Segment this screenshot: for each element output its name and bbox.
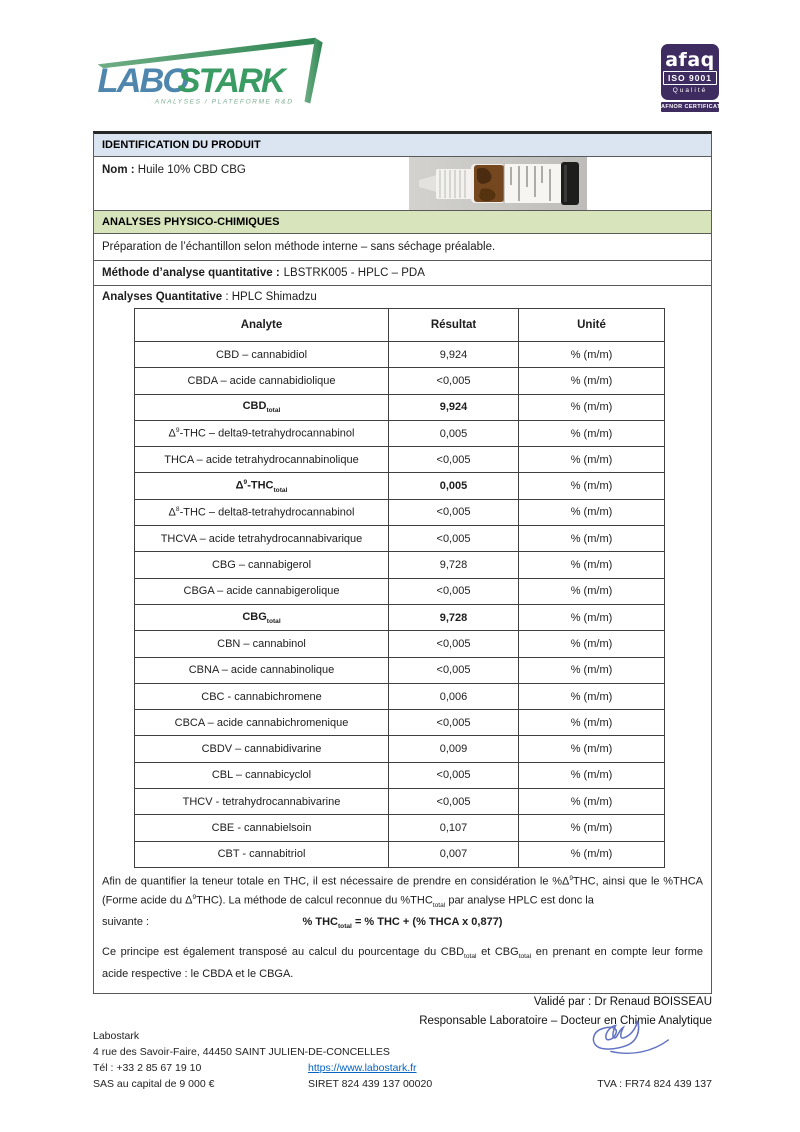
- cell-result: 0,009: [389, 736, 519, 762]
- cell-unit: % (m/m): [519, 789, 665, 815]
- cell-result: 9,728: [389, 604, 519, 630]
- cell-unit: % (m/m): [519, 368, 665, 394]
- acid-forms-note: Ce principe est également transposé au calcul du pourcentage du $CBD_{total}$ et $CBG_{total}$ en prenant en compte leur forme acide respective : le CBDA et le CBGA.: [102, 946, 703, 981]
- cell-result: <0,005: [389, 710, 519, 736]
- quantitative-label: Analyses Quantitative: [102, 291, 223, 303]
- cell-unit: % (m/m): [519, 762, 665, 788]
- table-row: [135, 526, 665, 552]
- table-row: [135, 815, 665, 841]
- cell-result: 9,924: [389, 342, 519, 368]
- website-link[interactable]: https://www.labostark.fr: [308, 1062, 417, 1074]
- cell-analyte: CBG – cannabigerol: [135, 552, 389, 578]
- analysis-table: [134, 308, 665, 868]
- footer-siret: SIRET 824 439 137 00020: [308, 1078, 433, 1090]
- cell-analyte: CBDV – cannabidivarine: [135, 736, 389, 762]
- cell-unit: % (m/m): [519, 552, 665, 578]
- thc-total-note: Afin de quantifier la teneur totale en THC, il est nécessaire de prendre en considération le $\%\Delta^9THC$, ainsi que le %THCA (Forme acide du $\Delta^9THC$). La méthode de calcul reconnue du $\%THC_{total}$ par analyse HPLC est donc la: [102, 874, 703, 909]
- cell-analyte: CBE - cannabielsoin: [135, 815, 389, 841]
- cell-unit: % (m/m): [519, 631, 665, 657]
- table-row: [135, 447, 665, 473]
- cell-analyte: CBGA – acide cannabigerolique: [135, 578, 389, 604]
- cell-analyte: CBC - cannabichromene: [135, 683, 389, 709]
- cell-analyte: $CBD_{total}$: [135, 394, 389, 420]
- table-row: [135, 683, 665, 709]
- afnor-certification-label: AFNOR CERTIFICATION: [661, 104, 732, 110]
- cell-unit: % (m/m): [519, 841, 665, 867]
- product-name: [94, 157, 711, 183]
- product-name-value: Huile 10% CBD CBG: [137, 164, 246, 176]
- cell-analyte: $CBG_{total}$: [135, 604, 389, 630]
- cell-unit: % (m/m): [519, 499, 665, 525]
- report-document: [93, 131, 712, 994]
- cell-unit: % (m/m): [519, 683, 665, 709]
- product-name-row: [94, 157, 711, 211]
- iso-9001-label: ISO 9001: [663, 71, 717, 85]
- section-analyses-header: [94, 211, 711, 234]
- validator-role: Responsable Laboratoire – Docteur en Chimie Analytique: [419, 1015, 712, 1027]
- product-name-label: Nom :: [102, 164, 135, 176]
- footer-capital: SAS au capital de 9 000 €: [93, 1078, 215, 1090]
- cell-unit: % (m/m): [519, 420, 665, 446]
- section-analyses-title: ANALYSES PHYSICO-CHIMIQUES: [102, 216, 280, 228]
- footer-company: Labostark: [93, 1030, 140, 1042]
- table-row: [135, 631, 665, 657]
- cell-analyte: THCV - tetrahydrocannabivarine: [135, 789, 389, 815]
- cell-unit: % (m/m): [519, 394, 665, 420]
- cell-unit: % (m/m): [519, 473, 665, 499]
- product-photo: [409, 157, 587, 210]
- cell-analyte: CBL – cannabicyclol: [135, 762, 389, 788]
- table-row: [135, 789, 665, 815]
- cell-result: <0,005: [389, 657, 519, 683]
- cell-result: 0,005: [389, 420, 519, 446]
- footer-address: 4 rue des Savoir-Faire, 44450 SAINT JULIEN-DE-CONCELLES: [93, 1046, 390, 1058]
- cell-unit: % (m/m): [519, 815, 665, 841]
- cell-result: <0,005: [389, 526, 519, 552]
- cell-result: <0,005: [389, 499, 519, 525]
- section-identification-title: IDENTIFICATION DU PRODUIT: [102, 139, 261, 151]
- cell-unit: % (m/m): [519, 604, 665, 630]
- labostark-logo: [88, 34, 336, 112]
- logo-tagline: ANALYSES / PLATEFORME R&D: [154, 98, 294, 106]
- bottle-cap-white: [436, 169, 472, 199]
- footer-vat: TVA : FR74 824 439 137: [597, 1078, 712, 1090]
- logo-text-labo: LABO: [97, 62, 188, 101]
- cell-result: 9,728: [389, 552, 519, 578]
- table-row: [135, 342, 665, 368]
- bottle-label: [504, 164, 561, 203]
- cell-analyte: CBNA – acide cannabinolique: [135, 657, 389, 683]
- table-row: [135, 604, 665, 630]
- cell-unit: % (m/m): [519, 578, 665, 604]
- signature: [582, 1012, 678, 1064]
- cell-result: <0,005: [389, 368, 519, 394]
- qualite-label: Qualité: [672, 87, 708, 94]
- cell-analyte: CBD – cannabidiol: [135, 342, 389, 368]
- table-row: [135, 578, 665, 604]
- cell-analyte: CBT - cannabitriol: [135, 841, 389, 867]
- header-resultat: Résultat: [389, 309, 519, 342]
- cell-analyte: THCVA – acide tetrahydrocannabivarique: [135, 526, 389, 552]
- table-row: [135, 394, 665, 420]
- header-unite: Unité: [519, 309, 665, 342]
- table-row: [135, 473, 665, 499]
- afaq-certification-logo: [661, 44, 732, 112]
- table-row: [135, 657, 665, 683]
- table-row: [135, 499, 665, 525]
- notes-block: [102, 871, 703, 983]
- table-row: [135, 841, 665, 867]
- thc-total-formula: % $THC_{total}$ = % THC + (% THCA x 0,877): [302, 916, 503, 931]
- method-row: [94, 261, 711, 286]
- method-label: Méthode d’analyse quantitative :: [102, 267, 280, 279]
- footer-mid-block: [308, 1060, 432, 1092]
- quantitative-analysis-section: [94, 286, 711, 993]
- cell-result: 0,005: [389, 473, 519, 499]
- validated-by: Validé par : Dr Renaud BOISSEAU: [533, 996, 712, 1008]
- formula-intro: suivante :: [102, 916, 150, 929]
- cell-result: 0,107: [389, 815, 519, 841]
- cell-result: <0,005: [389, 789, 519, 815]
- quantitative-line: [94, 290, 711, 305]
- cell-analyte: $\Delta^9$-THC – delta9-tetrahydrocannabinol: [135, 420, 389, 446]
- cell-unit: % (m/m): [519, 342, 665, 368]
- cell-analyte: $\Delta^8$-THC – delta8-tetrahydrocannabinol: [135, 499, 389, 525]
- logo-swoosh-tail: [305, 38, 323, 104]
- table-row: [135, 552, 665, 578]
- cell-analyte: CBN – cannabinol: [135, 631, 389, 657]
- table-header-row: [135, 309, 665, 342]
- preparation-row: [94, 234, 711, 261]
- cell-unit: % (m/m): [519, 736, 665, 762]
- cell-result: <0,005: [389, 447, 519, 473]
- cell-result: <0,005: [389, 578, 519, 604]
- cell-unit: % (m/m): [519, 447, 665, 473]
- cell-result: 9,924: [389, 394, 519, 420]
- table-row: [135, 762, 665, 788]
- table-row: [135, 368, 665, 394]
- table-row: [135, 710, 665, 736]
- preparation-text: Préparation de l’échantillon selon méthode interne – sans séchage préalable.: [102, 241, 496, 253]
- table-row: [135, 420, 665, 446]
- afaq-brand-text: afaq: [665, 49, 715, 71]
- cell-unit: % (m/m): [519, 710, 665, 736]
- cell-unit: % (m/m): [519, 526, 665, 552]
- bottle-cap-black: [561, 162, 579, 205]
- cell-result: 0,007: [389, 841, 519, 867]
- method-value: LBSTRK005 - HPLC – PDA: [283, 267, 425, 279]
- formula-line: [102, 914, 703, 931]
- cell-result: <0,005: [389, 631, 519, 657]
- header-analyte: Analyte: [135, 309, 389, 342]
- section-identification-header: [94, 134, 711, 157]
- analysis-table-body: [135, 342, 665, 868]
- cell-analyte: CBCA – acide cannabichromenique: [135, 710, 389, 736]
- quantitative-value: : HPLC Shimadzu: [225, 291, 317, 303]
- cell-analyte: CBDA – acide cannabidiolique: [135, 368, 389, 394]
- afaq-badge: [661, 44, 719, 100]
- cell-unit: % (m/m): [519, 657, 665, 683]
- logo-text-stark: STARK: [177, 62, 284, 101]
- cell-result: <0,005: [389, 762, 519, 788]
- footer-phone: Tél : +33 2 85 67 19 10: [93, 1062, 202, 1074]
- cell-analyte: $\Delta^9-THC_{total}$: [135, 473, 389, 499]
- cell-result: 0,006: [389, 683, 519, 709]
- table-row: [135, 736, 665, 762]
- cell-analyte: THCA – acide tetrahydrocannabinolique: [135, 447, 389, 473]
